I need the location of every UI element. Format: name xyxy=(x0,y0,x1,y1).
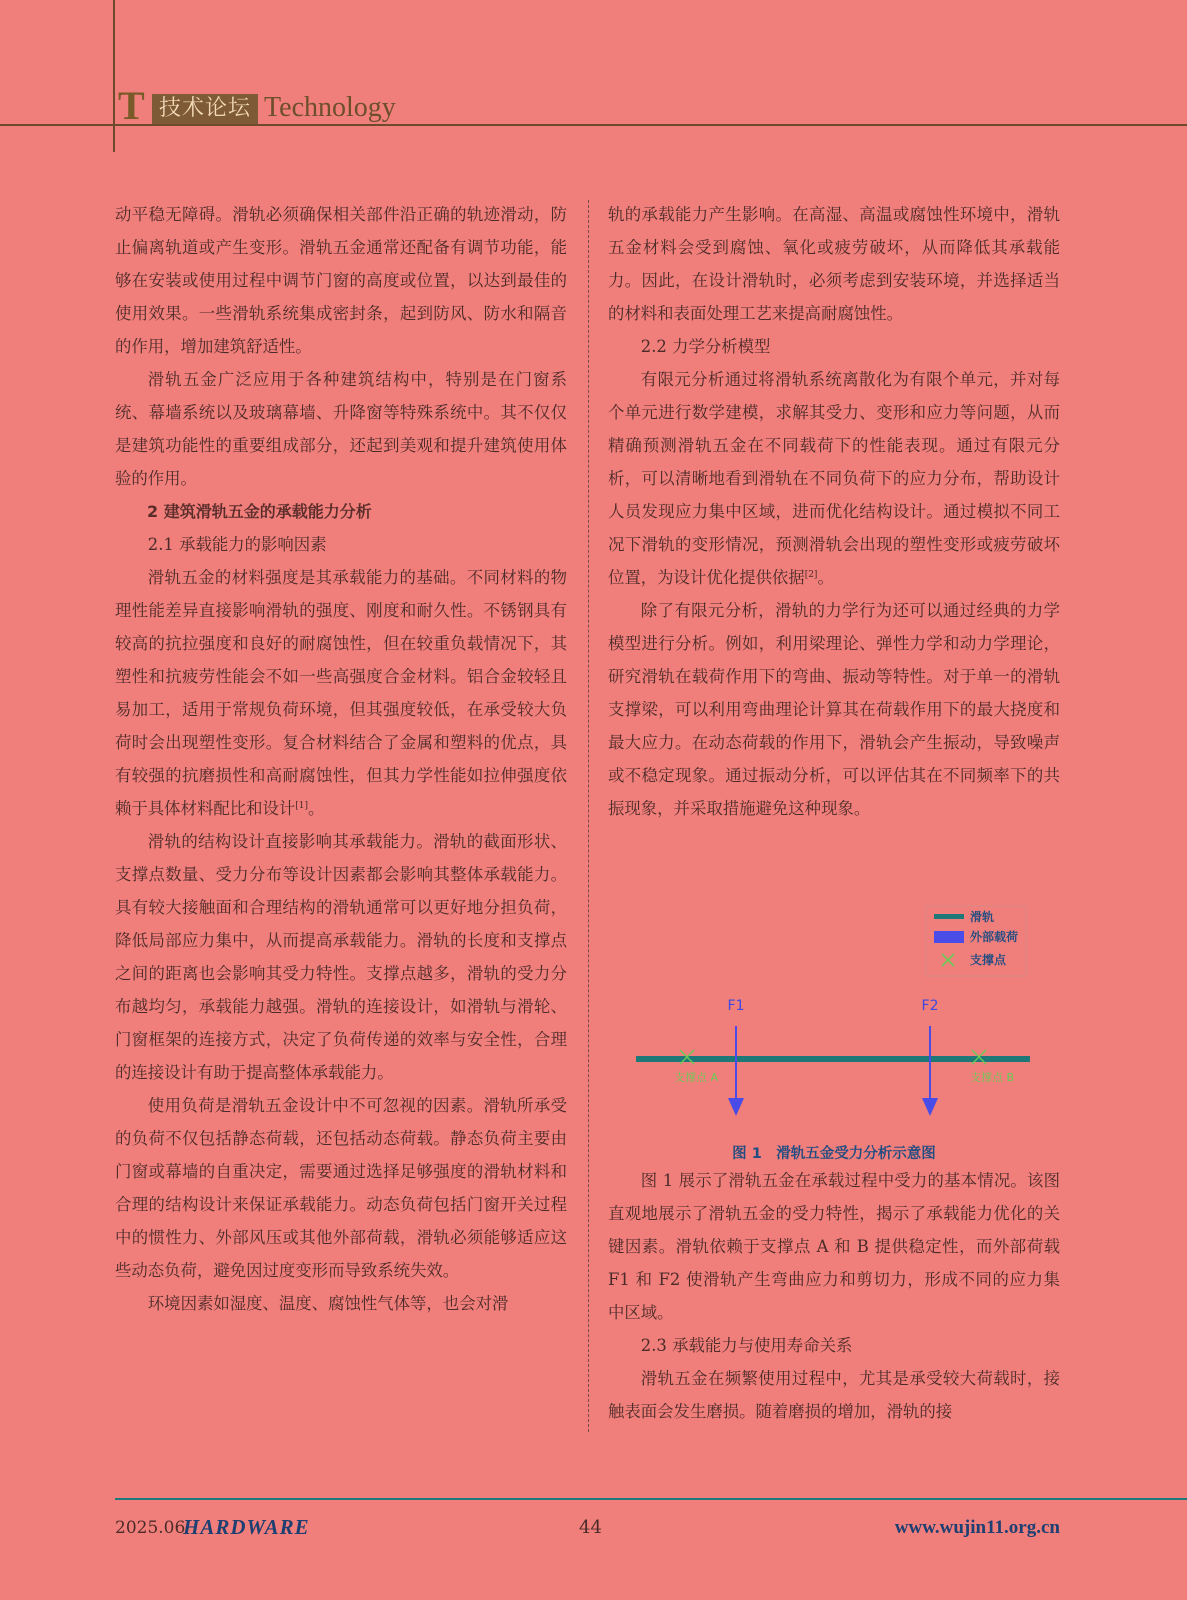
header-section-en: Technology xyxy=(264,92,396,123)
legend-load-label: 外部载荷 xyxy=(970,930,1019,944)
support-label-b: 支撑点 B xyxy=(970,1071,1015,1084)
header-vertical-rule xyxy=(113,0,115,152)
paragraph: 图 1 展示了滑轨五金在承载过程中受力的基本情况。该图直观地展示了滑轨五金的受力特性，揭示了承载能力优化的关键因素。滑轨依赖于支撑点 A 和 B 提供稳定性，而外部荷载 F1 和 F2 使滑轨产生弯曲应力和剪切力，形成不同的应力集中区域。 xyxy=(608,1171,1060,1322)
paragraph: 滑轨五金广泛应用于各种建筑结构中，特别是在门窗系统、幕墙系统以及玻璃幕墙、升降窗等特殊系统中。其不仅仅是建筑功能性的重要组成部分，还起到美观和提升建筑使用体验的作用。 xyxy=(115,370,567,488)
citation-ref: [2] xyxy=(804,570,818,580)
paragraph xyxy=(608,363,1060,594)
force-diagram xyxy=(608,898,1060,1138)
paragraph: 滑轨的结构设计直接影响其承载能力。滑轨的截面形状、支撑点数量、受力分布等设计因素都会影响其整体承载能力。具有较大接触面和合理结构的滑轨通常可以更好地分担负荷，降低局部应力集中，从而提高承载能力。滑轨的长度和支撑点之间的距离也会影响其受力特性。支撑点越多，滑轨的受力分布越均匀，承载能力越强。滑轨的连接设计，如滑轨与滑轮、门窗框架的连接方式，决定了负荷传递的效率与安全性，合理的连接设计有助于提高整体承载能力。 xyxy=(115,832,567,1082)
subsection-heading: 2.2 力学分析模型 xyxy=(640,337,771,356)
citation-ref: [1] xyxy=(295,801,309,811)
force-arrow-f1 xyxy=(728,1026,744,1116)
right-column-bottom xyxy=(608,1164,1060,1428)
legend-load-swatch xyxy=(934,931,964,943)
right-column-top xyxy=(608,198,1060,825)
paragraph: 使用负荷是滑轨五金设计中不可忽视的因素。滑轨所承受的负荷不仅包括静态荷载，还包括动态荷载。静态负荷主要由门窗或幕墙的自重决定，需要通过选择足够强度的滑轨材料和合理的结构设计来保证承载能力。动态负荷包括门窗开关过程中的惯性力、外部风压或其他外部荷载，滑轨必须能够适应这些动态负荷，避免因过度变形而导致系统失效。 xyxy=(115,1096,567,1280)
paragraph: 滑轨五金在频繁使用过程中，尤其是承受较大荷载时，接触表面会发生磨损。随着磨损的增加，滑轨的接 xyxy=(608,1369,1060,1421)
paragraph: 轨的承载能力产生影响。在高湿、高温或腐蚀性环境中，滑轨五金材料会受到腐蚀、氧化或疲劳破坏，从而降低其承载能力。因此，在设计滑轨时，必须考虑到安装环境，并选择适当的材料和表面处理工艺来提高耐腐蚀性。 xyxy=(608,205,1060,323)
paragraph-tail: 。 xyxy=(308,799,325,818)
force-arrow-f2 xyxy=(922,1026,938,1116)
subsection-heading: 2.1 承载能力的影响因素 xyxy=(147,535,327,554)
header-horizontal-rule xyxy=(0,124,1187,126)
footer-page-number: 44 xyxy=(579,1517,602,1538)
paragraph-text: 滑轨五金的材料强度是其承载能力的基础。不同材料的物理性能差异直接影响滑轨的强度、刚度和耐久性。不锈钢具有较高的抗拉强度和良好的耐腐蚀性，但在较重负载情况下，其塑性和抗疲劳性能会不如一些高强度合金材料。铝合金较轻且易加工，适用于常规负荷环境，但其强度较低，在承受较大负荷时会出现塑性变形。复合材料结合了金属和塑料的优点，具有较强的抗磨损性和高耐腐蚀性，但其力学性能如拉伸强度依赖于具体材料配比和设计 xyxy=(115,568,567,818)
header-logo-letter: T xyxy=(118,83,145,128)
rail-beam xyxy=(636,1056,1030,1062)
figure-1 xyxy=(608,898,1060,1162)
paragraph xyxy=(115,561,567,825)
paragraph-tail: 。 xyxy=(817,568,834,587)
force-label-f2: F2 xyxy=(921,998,939,1014)
subsection-heading: 2.3 承载能力与使用寿命关系 xyxy=(640,1336,853,1355)
paragraph-text: 有限元分析通过将滑轨系统离散化为有限个单元，并对每个单元进行数学建模，求解其受力、变形和应力等问题，从而精确预测滑轨五金在不同载荷下的性能表现。通过有限元分析，可以清晰地看到滑轨在不同负荷下的应力分布，帮助设计人员发现应力集中区域，进而优化结构设计。通过模拟不同工况下滑轨的变形情况，预测滑轨会出现的塑性变形或疲劳破坏位置，为设计优化提供依据 xyxy=(608,370,1060,587)
legend-support-label: 支撑点 xyxy=(970,953,1007,967)
paragraph: 动平稳无障碍。滑轨必须确保相关部件沿正确的轨迹滑动，防止偏离轨道或产生变形。滑轨五金通常还配备有调节功能，能够在安装或使用过程中调节门窗的高度或位置，以达到最佳的使用效果。一些滑轨系统集成密封条，起到防风、防水和隔音的作用，增加建筑舒适性。 xyxy=(115,205,567,356)
paragraph: 环境因素如湿度、温度、腐蚀性气体等，也会对滑 xyxy=(147,1294,509,1313)
support-label-a: 支撑点 A xyxy=(674,1071,719,1084)
legend-rail-label: 滑轨 xyxy=(970,910,995,924)
section-heading: 2 建筑滑轨五金的承载能力分析 xyxy=(147,502,372,521)
column-divider xyxy=(588,200,589,1432)
header-section-badge: 技术论坛 xyxy=(152,94,258,124)
footer-url: www.wujin11.org.cn xyxy=(894,1517,1060,1538)
footer-rule xyxy=(115,1498,1187,1500)
footer-journal: HARDWARE xyxy=(183,1515,310,1539)
legend-support-icon xyxy=(942,954,954,966)
force-label-f1: F1 xyxy=(727,998,745,1014)
left-column xyxy=(115,198,567,1320)
paragraph: 除了有限元分析，滑轨的力学行为还可以通过经典的力学模型进行分析。例如，利用梁理论、弹性力学和动力学理论，研究滑轨在载荷作用下的弯曲、振动等特性。对于单一的滑轨支撑梁，可以利用弯曲理论计算其在荷载作用下的最大挠度和最大应力。在动态荷载的作用下，滑轨会产生振动，导致噪声或不稳定现象。通过振动分析，可以评估其在不同频率下的共振现象，并采取措施避免这种现象。 xyxy=(608,601,1060,818)
figure-caption: 图 1 滑轨五金受力分析示意图 xyxy=(732,1146,936,1162)
footer-date: 2025.06 xyxy=(115,1518,186,1538)
legend-rail-swatch xyxy=(934,914,964,919)
